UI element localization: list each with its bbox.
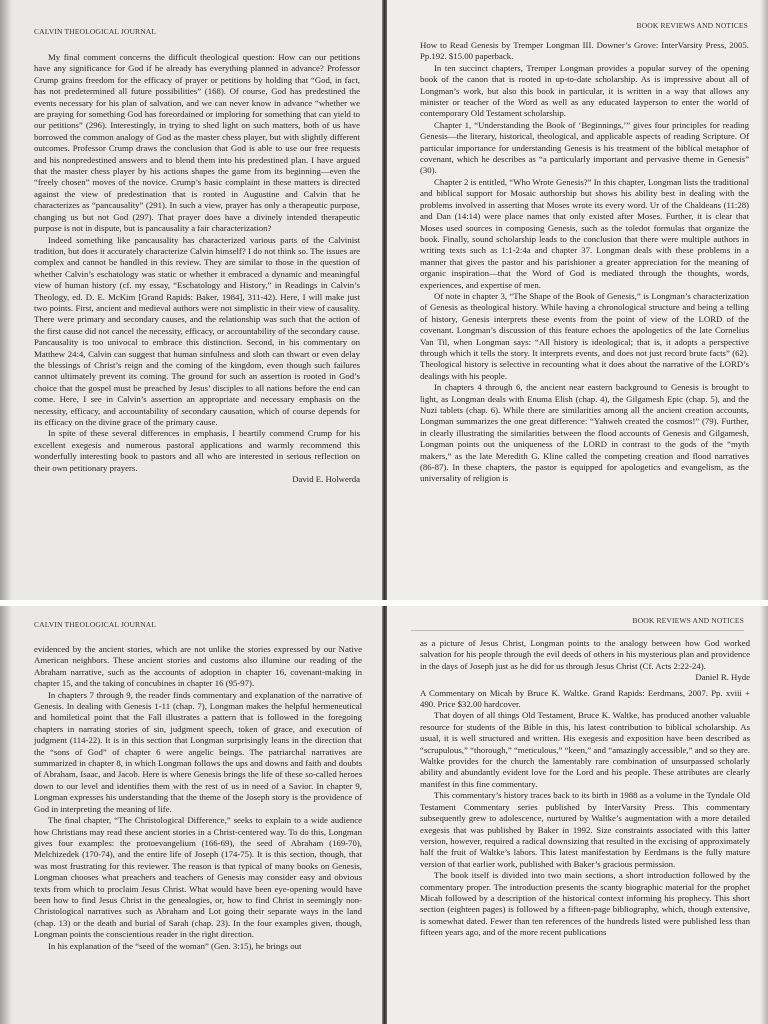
page-top-left (0, 0, 382, 600)
paragraph: The final chapter, “The Christological Difference,” seeks to explain to a wide audience how Christians may read these ancient stories in a Christ-centered way. To do this, Longman gives four examples: the protoevangelium (166-69), the seed of Abraham (169-70), Melchizedek (170-74), and the entire life of Joseph (174-75). It is this section, though, that was most frustrating for this reviewer. The reason is that typical of many books on Genesis, Longman chooses what preachers and teachers of Genesis may consider easy and obvious texts from which to proclaim Jesus Christ. What would have been eye-opening would have been how to find Jesus Christ in the genealogies, or, how to find Christ in seemingly non-Christological narratives such as Abraham and Lot going their separate ways in the land (chap. 13) or the death and burial of Sarah (chap. 23). In the four examples given, though, Longman points the conscientious reader in the right direction. (34, 815, 362, 940)
text-column (420, 40, 749, 485)
page-bottom-left (0, 606, 382, 1024)
paragraph: In ten succinct chapters, Tremper Longman provides a popular survey of the opening book of the canon that is rooted in up-to-date scholarship. As is impressive about all of Longman’s work, but also this book in particular, it is written in a way that allows any minister or teacher of the Word as well as any educated layperson to enter the world of contemporary Old Testament scholarship. (420, 62, 749, 119)
book-citation: A Commentary on Micah by Bruce K. Waltke. Grand Rapids: Eerdmans, 2007. Pp. xviii + 490. Price $32.00 hardcover. (420, 687, 750, 710)
paragraph: In chapters 4 through 6, the ancient near eastern background to Genesis is brought to light, as Longman deals with Enuma Elish (chap. 4), the Gilgamesh Epic (chap. 5), and the Nuzi tablets (chap. 6). While there are similarities among all the ancient creation accounts, Longman summarizes the one great difference: “Yahweh created the cosmos!” (79). Further, in clearly illustrating the similarities between the flood accounts of Genesis and Gilgamesh, Longman points out the uniqueness of the LORD in contrast to the gods of the “myth makers,” as the late Meredith G. Kline called the competing creation and flood narratives (86-87). In these chapters, the pastor is equipped for apologetics and evangelism, as the universality of religion is (420, 382, 749, 484)
reviewer-signature: David E. Holwerda (292, 474, 360, 485)
page-edge-shadow (760, 0, 768, 600)
paragraph: Indeed something like pancausality has characterized various parts of the Calvinist tradition, but does it accurately characterize Calvin himself? I do not think so. The issues are complex and cannot be handled in this review. They are similar to those in the question of whether Calvin’s eschatology was static or whether it embraced a dynamic and meaningful view of human history (cf. my essay, “Eschatology and History,” in Readings in Calvin’s Theology, ed. D. E. McKim [Grand Rapids: Baker, 1984], 311-42). Here, I will make just two points. First, ancient and medieval authors were not simplistic in their view of causality. There were primary and secondary causes, and the relationship was such that the action of the first cause did not cancel the necessity, efficacy, or accountability of the secondary cause. Pancausality is too univocal to embrace this distinction. Second, in his commentary on Matthew 24:4, Calvin can suggest that human sinfulness and sloth can thwart or even delay the blessings of Christ’s reign and the coming of the kingdom, even though such failures cannot ultimately prevent its coming. The ground for such an assertion is rooted in God’s choice that the gospel must be preached by Jesus’ disciples to all nations before the end can come. Here, I see in Calvin’s assertion an appropriate and necessary emphasis on the necessity, efficacy, and accountability of secondary causation, which of course depends for its efficacy on the divine grace of the primary cause. (34, 234, 360, 427)
book-citation: How to Read Genesis by Tremper Longman III. Downer’s Grove: InterVarsity Press, 2005. Pp.192. $15.00 paperback. (420, 40, 749, 62)
paragraph: In chapters 7 through 9, the reader finds commentary and explanation of the narrative of Genesis. In dealing with Genesis 1-11 (chap. 7), Longman makes the helpful hermeneutical and homiletical point that the Fall illustrates a pattern that is followed in the foregoing chapters in narrating stories of sin, judgment speech, token of grace, and execution of judgment (114-22). It is in this section that Longman surprisingly leans in the direction that the “sons of God” of chapter 6 were angelic beings. The patriarchal narratives are summarized in chapter 8, in which Longman follows the ups and downs and faith and doubts of Abraham, Isaac, and Jacob. Here is where Genesis brings the life of these so-called heroes down to our level and identifies them with the rest of us in need of a Savior. In chapter 9, Longman expresses his understanding that the theme of the Joseph story is the providence of God in interpreting the meaning of life. (34, 689, 362, 814)
paragraph: In spite of these several differences in emphasis, I heartily commend Crump for his excellent exegesis and numerous pastoral applications and warmly recommend this wonderfully interesting book to pastors and all who are interested in serious reflection on their own petitionary prayers. (34, 428, 360, 473)
text-column (420, 638, 750, 939)
running-head: CALVIN THEOLOGICAL JOURNAL (34, 27, 157, 36)
page-edge-shadow (760, 606, 768, 1024)
bottom-book-spread (0, 606, 768, 1024)
running-head: BOOK REVIEWS AND NOTICES (636, 21, 748, 30)
running-head: BOOK REVIEWS AND NOTICES (632, 616, 744, 625)
header-rule (411, 630, 744, 631)
page-bottom-right (387, 606, 768, 1024)
paragraph: The book itself is divided into two main sections, a short introduction followed by the commentary proper. The introduction presents the scanty biographic material for the prophet Micah followed by a description of the historical context informing his prophecy. This short section (eighteen pages) is followed by a fifteen-page bibliography, which, though extensive, is somewhat dated. Fewer than ten references of the hundreds listed were published less than fifteen years ago, and of the more recent publications (420, 870, 750, 938)
paragraph: In his explanation of the “seed of the woman” (Gen. 3:15), he brings out (48, 940, 302, 951)
paragraph: as a picture of Jesus Christ, Longman points to the analogy between how God worked salvation for his people through the evil deeds of others in his mysterious plan and providence in the days of Joseph just as he did for us through Jesus Christ (Cf. Acts 2:22-24). (420, 638, 750, 671)
running-head: CALVIN THEOLOGICAL JOURNAL (34, 620, 157, 629)
paragraph: This commentary’s history traces back to its birth in 1988 as a volume in the Tyndale Old Testament Commentary series published by InterVarsity Press. This commentary subsequently grew to adolescence, nurtured by Waltke’s augmentation with a more detailed exegesis that was published by Baker in 1992. Size constraints associated with this latter version, however, required a radical downsizing that resulted in the excising of approximately half the fruit of Waltke’s labors. This latest manifestation by Eerdmans is the fully mature version of that earlier work, published with Baker’s gracious permission. (420, 790, 750, 869)
paragraph: That doyen of all things Old Testament, Bruce K. Waltke, has produced another valuable resource for students of the Bible in this, his latest contribution to biblical scholarship. As usual, it is well structured and written. His exegesis and exposition have been described as “scrupulous,” “thorough,” “meticulous,” “keen,” and “amazingly accessible,” and so they are. Waltke provides for the church the lamentably rare combination of unsurpassed scholarly ability and abundantly evident love for the Lord and his people. These attributes are clearly manifest in this fine commentary. (420, 710, 750, 789)
paragraph: Chapter 1, “Understanding the Book of ‘Beginnings,’” gives four principles for reading Genesis—the literary, historical, theological, and applicable aspects of reading Scripture. Of particular importance for understanding Genesis is his treatment of the biblical metaphor of covenant, which he describes as “a particularly important and pervasive theme in Genesis” (30). (420, 119, 749, 176)
paragraph: Of note in chapter 3, “The Shape of the Book of Genesis,” is Longman’s characterization of Genesis as theological history. While having a chronological structure and being a telling of history, Genesis interprets these events from the point of view of the LORD of the covenant. Longman’s discussion of this feature echoes the apologetics of the late Cornelius Van Til, when Longman says: “All history is ideological; that is, it adopts a perspective through which it tells the story. It interprets events, and does not just record brute facts” (62). Theological history is selective in recounting what it does about the narrative of the LORD’s dealings with his people. (420, 290, 749, 381)
page-edge-shadow (0, 606, 12, 1024)
page-top-right (387, 0, 768, 600)
paragraph: evidenced by the ancient stories, which are not unlike the stories expressed by our Native American neighbors. These ancient stories and customs also illumine our reading of the Abraham narrative, such as the accounts of adoption in chapter 16, covenant-making in chapter 15, and the taking of concubines in chapter 16 (95-97). (34, 644, 362, 689)
paragraph: Chapter 2 is entitled, “Who Wrote Genesis?” In this chapter, Longman lists the traditional and biblical support for Mosaic authorship but shows his ability best in dealing with the problems involved in asserting that Moses wrote its every word. Ur of the Chaldeans (11:28) and Dan (14:14) were place names that only existed after Moses. Further, it is clear that Moses used sources in composing Genesis, such as the toledot formulas that organize the book. Finally, sound scholarship leads to the conclusion that there were multiple authors in writing texts such as 1:1-2:4a and chapter 37. Longman deals with these problems in a manner that gives the pastor and his parishioner a greater appreciation for the meaning of organic inspiration—that the Word of God is mediated through the thoughts, words, experiences, and expertise of men. (420, 176, 749, 290)
reviewer-signature: Daniel R. Hyde (695, 672, 750, 683)
text-column (34, 644, 362, 952)
paragraph: My final comment concerns the difficult theological question: How can our petitions have any significance for God if he already has everything planned in advance? Professor Crump grains freedom for the efficacy of prayer or petitions by holding that “God, in fact, has not predetermined all future possibilities” (168). Of course, God has predestined the events necessary for his plan of salvation, and we can never know in advance “whether we are praying for something God has foreordained or imploring for something that can yield to our petitions” (296). Interestingly, in trying to shed light on such matters, both of us have borrowed the common analogy of God as the master chess player, but with slightly different outcomes. Professor Crump draws the conclusion that God is able to use our free requests and his nonpredestined answers and to blend them into his predestined plan. I have argued that the master chess player by his actions shapes the game from its beginning—even the “freely chosen” moves of the novice. Crump’s basic complaint in these matters is directed against the view of predestination that is rooted in Augustine and Calvin that he characterizes as “pancausality” (291). In such a view, prayer has only a therapeutic purpose, changing us but not God (297). That prayer does have a divinely intended therapeutic purpose is not in dispute, but is pancausality a fair characterization? (34, 52, 360, 234)
text-column (34, 52, 360, 485)
page-edge-shadow (0, 0, 12, 600)
